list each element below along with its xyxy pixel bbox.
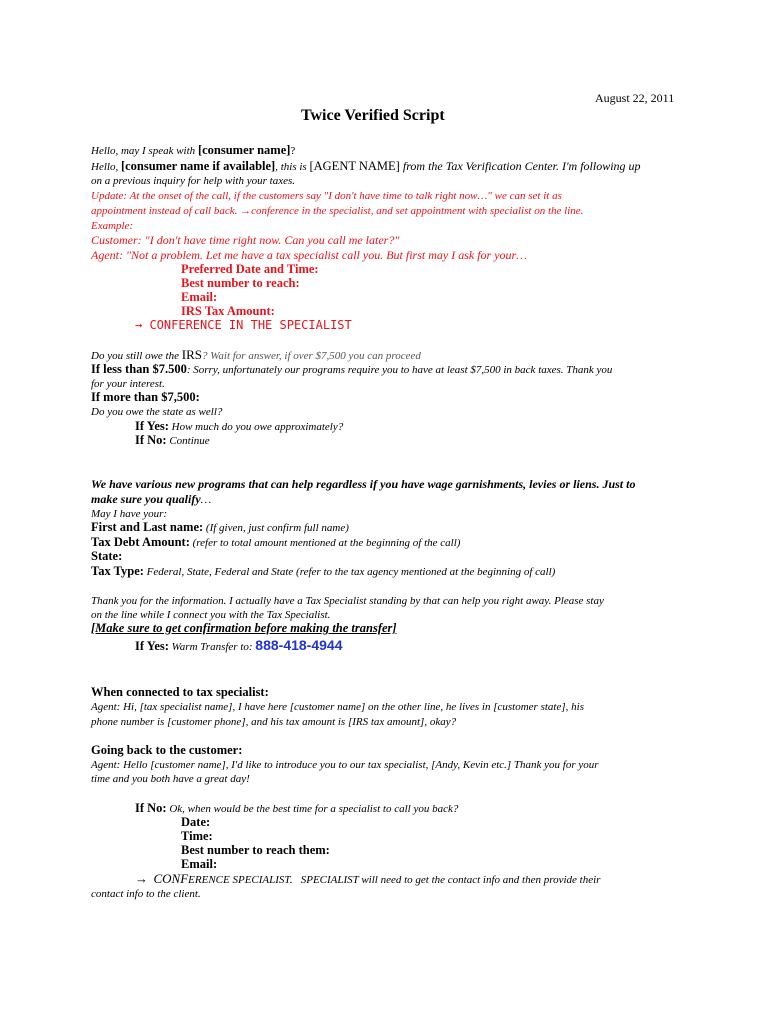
document-date: August 22, 2011 xyxy=(595,91,675,105)
back-line-1: Agent: Hello [customer name], I'd like to introduce you to our tax specialist, [Andy, Kevin etc.] Thank you for your xyxy=(91,759,599,771)
no-field-number: Best number to reach them: xyxy=(181,843,330,857)
no-line: If No: Ok, when would be the best time for a specialist to call you back? xyxy=(135,801,459,815)
irs-more-label: If more than $7,500: xyxy=(91,390,200,404)
no-field-date: Date: xyxy=(181,815,211,829)
no-field-email: Email: xyxy=(181,857,218,871)
programs-line-2: make sure you qualify… xyxy=(91,492,212,506)
confirmation-note: [Make sure to get confirmation before making the transfer] xyxy=(91,621,397,635)
arrow-icon: → xyxy=(135,871,148,886)
irs-question: Do you still owe the IRS? Wait for answer, if over $7,500 you can proceed xyxy=(91,347,421,362)
state-label: State: xyxy=(91,549,123,563)
transfer-line-1: Thank you for the information. I actually have a Tax Specialist standing by that can help you right away. Please stay xyxy=(91,595,604,607)
connected-line-1: Agent: Hi, [tax specialist name], I have here [customer name] on the other line, he lives in [customer state], his xyxy=(91,701,584,713)
conference-specialist-line: → CONFERENCE SPECIALIST. SPECIALIST will need to get the contact info and then provide their xyxy=(135,871,601,886)
update-line-2: appointment instead of call back. →conference in the specialist, and set appointment with specialist on the line. xyxy=(91,205,584,217)
programs-line-1: We have various new programs that can help regardless if you have wage garnishments, levies or liens. Just to xyxy=(91,477,636,491)
opening-line-3: on a previous inquiry for help with your taxes. xyxy=(91,175,295,187)
name-line: First and Last name: (If given, just confirm full name) xyxy=(91,520,349,534)
opening-line-1: Hello, may I speak with [consumer name]? xyxy=(91,143,296,157)
conference-specialist-line-2: contact info to the client. xyxy=(91,888,201,900)
update-field-4: IRS Tax Amount: xyxy=(181,304,275,318)
no-field-time: Time: xyxy=(181,829,213,843)
irs-less-line: If less than $7.500: Sorry, unfortunately our programs require you to have at least $7,500 in back taxes. Thank you xyxy=(91,362,613,376)
debt-line: Tax Debt Amount: (refer to total amount mentioned at the beginning of the call) xyxy=(91,535,461,549)
update-line-1: Update: At the onset of the call, if the customers say "I don't have time to talk right now…" we can set it as xyxy=(91,190,562,202)
update-example: Example: xyxy=(91,220,134,232)
update-customer: Customer: "I don't have time right now. Can you call me later?" xyxy=(91,233,400,247)
connected-heading: When connected to tax specialist: xyxy=(91,685,269,699)
opening-line-2: Hello, [consumer name if available], this is [AGENT NAME] from the Tax Verification Center. I'm following up xyxy=(91,159,641,173)
state-yes-line: If Yes: How much do you owe approximately? xyxy=(135,419,344,433)
update-agent: Agent: "Not a problem. Let me have a tax specialist call you. But first may I ask for your… xyxy=(91,248,527,262)
state-no-line: If No: Continue xyxy=(135,433,210,447)
back-line-2: time and you both have a great day! xyxy=(91,773,250,785)
tax-type-line: Tax Type: Federal, State, Federal and State (refer to the tax agency mentioned at the beginning of call) xyxy=(91,564,556,578)
connected-line-2: phone number is [customer phone], and his tax amount is [IRS tax amount], okay? xyxy=(91,716,457,728)
transfer-phone-number: 888-418-4944 xyxy=(255,637,343,653)
update-field-2: Best number to reach: xyxy=(181,276,300,290)
state-question: Do you owe the state as well? xyxy=(91,406,223,418)
transfer-line-2: on the line while I connect you with the Tax Specialist. xyxy=(91,609,331,621)
update-field-3: Email: xyxy=(181,290,218,304)
conference-heading: → CONFERENCE IN THE SPECIALIST xyxy=(135,318,352,332)
irs-less-line-2: for your interest. xyxy=(91,378,165,390)
update-field-1: Preferred Date and Time: xyxy=(181,262,319,276)
back-heading: Going back to the customer: xyxy=(91,743,243,757)
document-title: Twice Verified Script xyxy=(301,107,445,124)
may-i-have: May I have your: xyxy=(91,508,168,520)
transfer-yes-line: If Yes: Warm Transfer to: 888-418-4944 xyxy=(135,637,343,653)
arrow-icon: → xyxy=(240,205,252,217)
